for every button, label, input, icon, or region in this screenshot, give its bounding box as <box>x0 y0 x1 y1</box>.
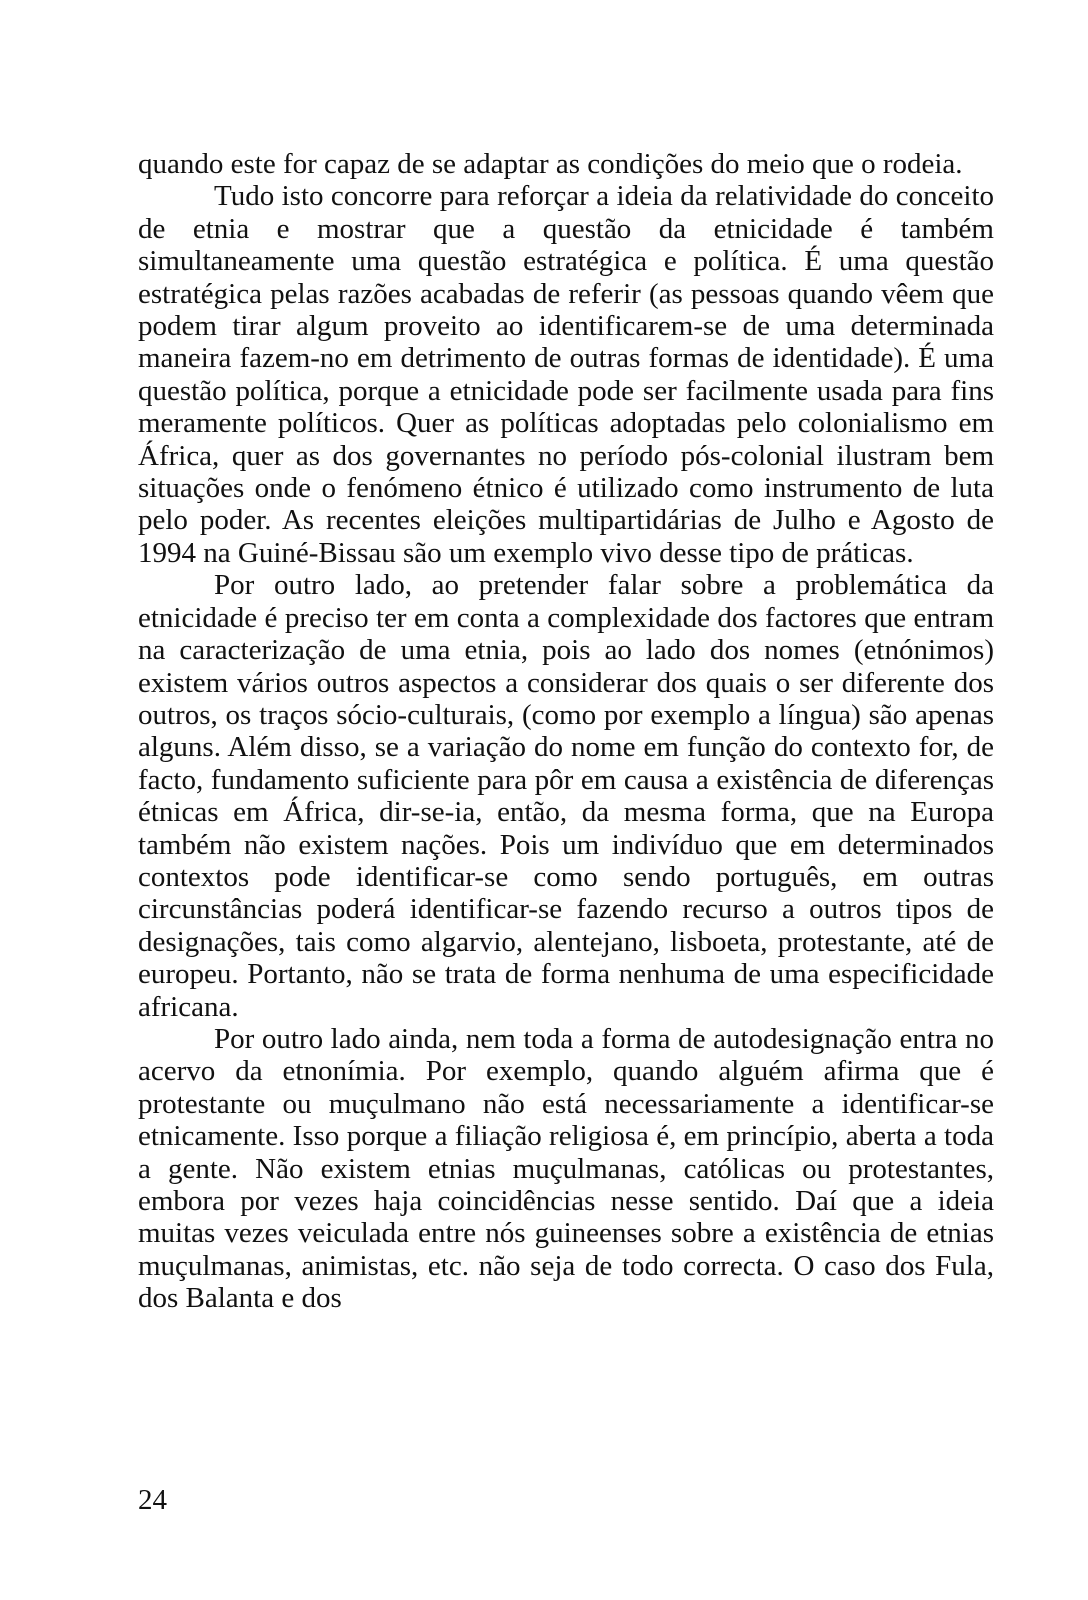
page-number: 24 <box>138 1484 167 1516</box>
paragraph-continuation: quando este for capaz de se adaptar as condições do meio que o rodeia. <box>138 148 963 180</box>
paragraph-self-designation: Por outro lado ainda, nem toda a forma de autodesignação entra no acervo da etnonímia. Por exemplo, quando alguém afirma que é protestante ou muçulmano não está necessariamente a identificar-se etnicamente. Isso porque a filiação religiosa é, em princípio, aberta a toda a gente. Não existem etnias muçulmanas, católicas ou protestantes, embora por vezes haja coincidências nesse sentido. Daí que a ideia muitas vezes veiculada entre nós guineenses sobre a existência de etnias muçulmanas, animistas, etc. não seja de todo correcta. O caso dos Fula, dos Balanta e dos <box>138 1022 994 1315</box>
paragraph-complexity: Por outro lado, ao pretender falar sobre a problemática da etnicidade é preciso ter em conta a complexidade dos factores que entram na caracterização de uma etnia, pois ao lado dos nomes (etnónimos) existem vários outros aspectos a considerar dos quais o ser diferente dos outros, os traços sócio-culturais, (como por exemplo a língua) são apenas alguns. Além disso, se a variação do nome em função do contexto for, de facto, fundamento suficiente para pôr em causa a existência de diferenças étnicas em África, dir-se-ia, então, da mesma forma, que na Europa também não existem nações. Pois um indivíduo que em determinados contextos pode identificar-se como sendo português, em outras circunstâncias poderá identificar-se fazendo recurso a outros tipos de designações, tais como algarvio, alentejano, lisboeta, protestante, até de europeu. Portanto, não se trata de forma nenhuma de uma especificidade africana. <box>138 569 994 1023</box>
page-body <box>138 148 994 1315</box>
paragraph-relativity: Tudo isto concorre para reforçar a ideia da relatividade do conceito de etnia e mostrar que a questão da etnicidade é também simultaneamente uma questão estratégica e política. É uma questão estratégica pelas razões acabadas de referir (as pessoas quando vêem que podem tirar algum proveito ao identificarem-se de uma determinada maneira fazem-no em detrimento de outras formas de identidade). É uma questão política, porque a etnicidade pode ser facilmente usada para fins meramente políticos. Quer as políticas adoptadas pelo colonialismo em África, quer as dos governantes no período pós-colonial ilustram bem situações onde o fenómeno étnico é utilizado como instrumento de luta pelo poder. As recentes eleições multipartidárias de Julho e Agosto de 1994 na Guiné-Bissau são um exemplo vivo desse tipo de práticas. <box>138 180 994 569</box>
